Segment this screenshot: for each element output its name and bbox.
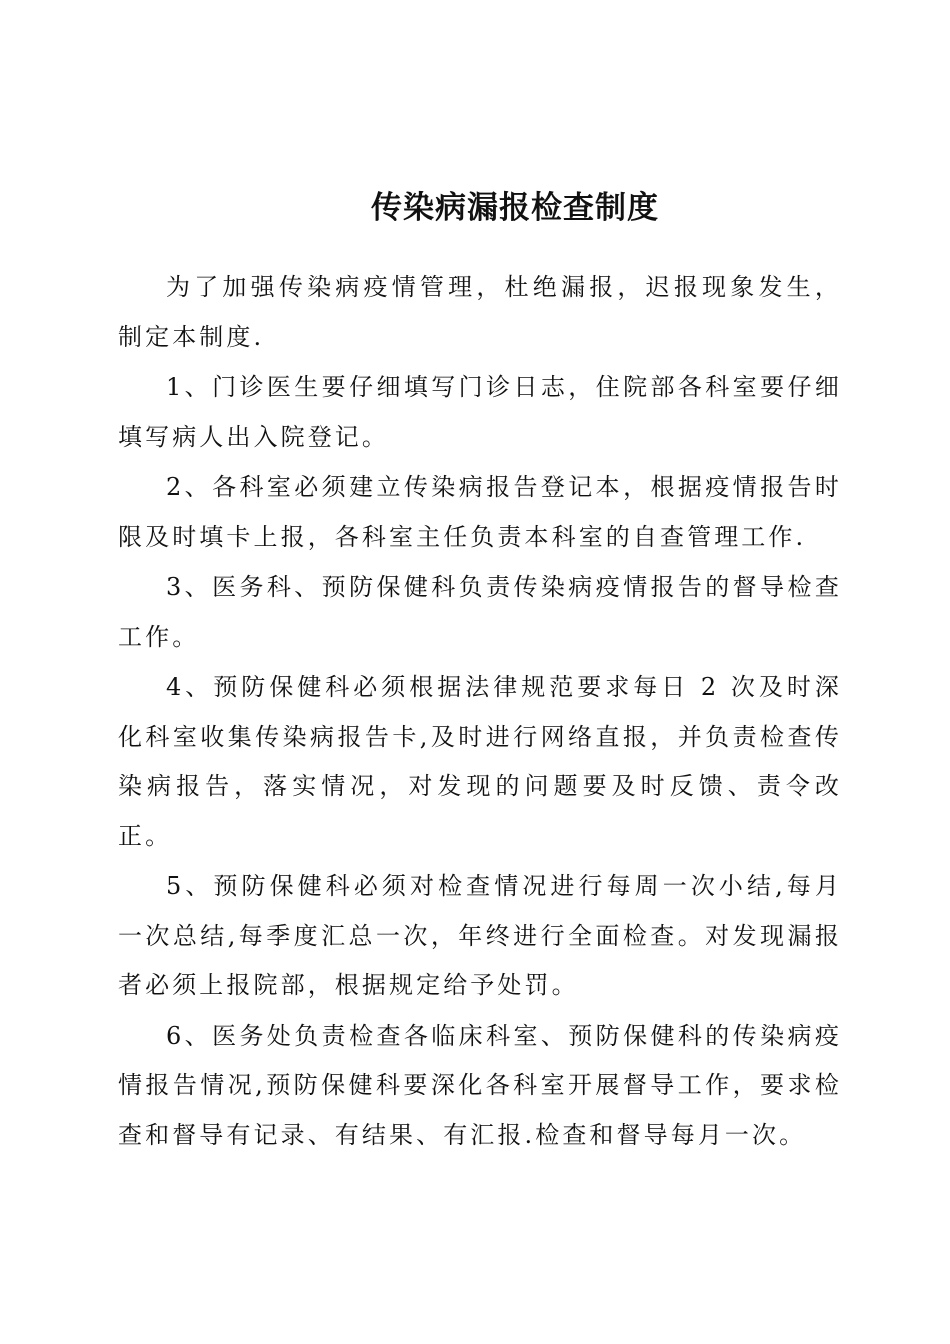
rule-paragraph-5: 5、预防保健科必须对检查情况进行每周一次小结,每月一次总结,每季度汇总一次，年终进行全面检查。对发现漏报者必须上报院部，根据规定给予处罚。 <box>118 872 842 999</box>
rule-paragraph-3: 3、医务科、预防保健科负责传染病疫情报告的督导检查工作。 <box>118 573 842 651</box>
document-body <box>118 263 842 1161</box>
rule-paragraph-1: 1、门诊医生要仔细填写门诊日志，住院部各科室要仔细填写病人出入院登记。 <box>118 373 842 451</box>
rule-paragraph-2: 2、各科室必须建立传染病报告登记本，根据疫情报告时限及时填卡上报，各科室主任负责本科室的自查管理工作. <box>118 473 842 551</box>
document-title: 传染病漏报检查制度 <box>371 190 659 226</box>
intro-paragraph: 为了加强传染病疫情管理，杜绝漏报，迟报现象发生，制定本制度. <box>118 273 842 351</box>
rule-paragraph-4: 4、预防保健科必须根据法律规范要求每日 2 次及时深化科室收集传染病报告卡,及时进行网络直报，并负责检查传染病报告，落实情况，对发现的问题要及时反馈、责令改正。 <box>118 673 842 850</box>
rule-paragraph-6: 6、医务处负责检查各临床科室、预防保健科的传染病疫情报告情况,预防保健科要深化各科室开展督导工作，要求检查和督导有记录、有结果、有汇报.检查和督导每月一次。 <box>118 1021 842 1149</box>
